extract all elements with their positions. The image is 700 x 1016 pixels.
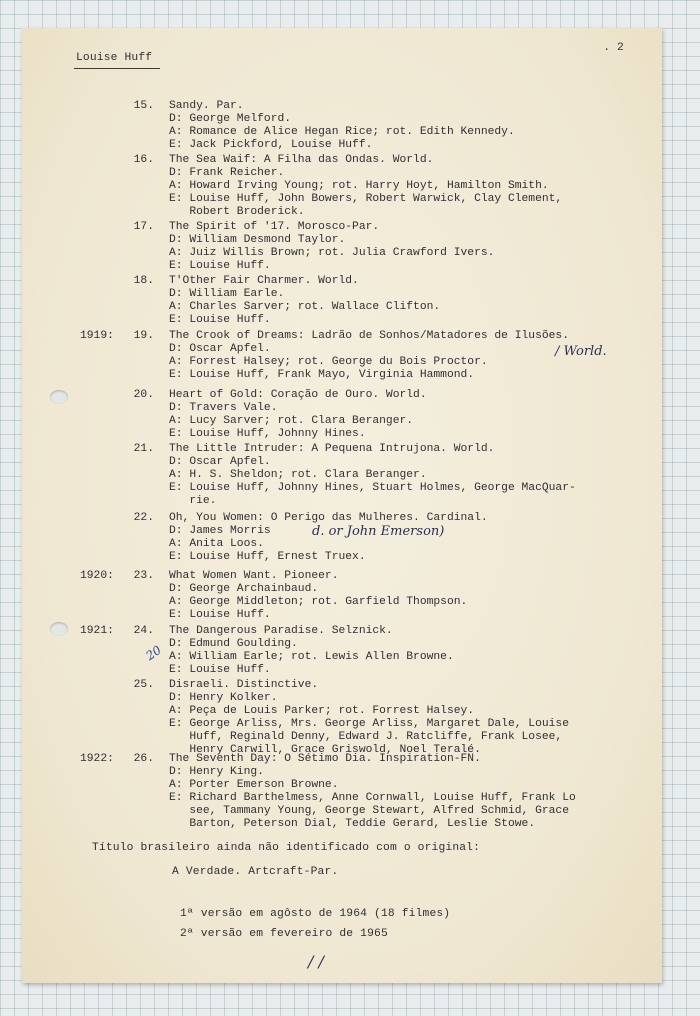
entry-credit-line: D: William Earle.	[169, 288, 285, 300]
entry-title: Disraeli. Distinctive.	[169, 679, 319, 691]
version-note-1: 1ª versão em agôsto de 1964 (18 filmes)	[180, 908, 451, 920]
entry-title: The Dangerous Paradise. Selznick.	[169, 625, 393, 637]
entry-credit-line: D: Frank Reicher.	[169, 167, 285, 179]
entry-credit-line: rie.	[169, 495, 217, 507]
handwritten-director-note: d. or John Emerson)	[312, 524, 445, 539]
entry-credit-line: D: George Archainbaud.	[169, 583, 319, 595]
entry-title: Oh, You Women: O Perigo das Mulheres. Cardinal.	[169, 512, 488, 524]
entry-credit-line: Barton, Peterson Dial, Teddie Gerard, Leslie Stowe.	[169, 818, 536, 830]
entry-credit-line: D: James Morris	[169, 525, 271, 537]
header-underline	[74, 68, 160, 69]
document-page	[22, 28, 662, 983]
entry-number: 16.	[133, 154, 154, 166]
entry-credit-line: A: Porter Emerson Browne.	[169, 779, 339, 791]
entry-credit-line: E: Louise Huff, Ernest Truex.	[169, 551, 366, 563]
entry-title: The Seventh Day: O Sétimo Dia. Inspiration-FN.	[169, 753, 481, 765]
entry-number: 25.	[133, 679, 154, 691]
entry-credit-line: A: George Middleton; rot. Garfield Thompson.	[169, 596, 468, 608]
entry-credit-line: D: Henry Kolker.	[169, 692, 278, 704]
entry-year: 1921:	[80, 625, 114, 637]
entry-number: 26.	[133, 753, 154, 765]
entry-number: 23.	[133, 570, 154, 582]
entry-credit-line: E: Louise Huff.	[169, 260, 271, 272]
unidentified-title-heading: Título brasileiro ainda não identificado com o original:	[92, 842, 481, 854]
entry-credit-line: E: George Arliss, Mrs. George Arliss, Margaret Dale, Louise	[169, 718, 569, 730]
unidentified-title: A Verdade. Artcraft-Par.	[172, 866, 339, 878]
entry-credit-line: A: Juiz Willis Brown; rot. Julia Crawford Ivers.	[169, 247, 495, 259]
entry-credit-line: Huff, Reginald Denny, Edward J. Ratcliffe, Frank Losee,	[169, 731, 563, 743]
entry-credit-line: A: Howard Irving Young; rot. Harry Hoyt, Hamilton Smith.	[169, 180, 549, 192]
entry-title: What Women Want. Pioneer.	[169, 570, 339, 582]
end-mark: / /	[308, 952, 324, 971]
entry-credit-line: E: Richard Barthelmess, Anne Cornwall, Louise Huff, Frank Lo	[169, 792, 576, 804]
entry-credit-line: E: Louise Huff.	[169, 314, 271, 326]
entry-credit-line: E: Louise Huff, John Bowers, Robert Warwick, Clay Clement,	[169, 193, 563, 205]
entry-title: The Spirit of '17. Morosco-Par.	[169, 221, 380, 233]
entry-credit-line: D: Travers Vale.	[169, 402, 278, 414]
entry-credit-line: E: Louise Huff, Johnny Hines.	[169, 428, 366, 440]
entry-credit-line: D: Oscar Apfel.	[169, 343, 271, 355]
entry-number: 18.	[133, 275, 154, 287]
entry-credit-line: A: William Earle; rot. Lewis Allen Browne.	[169, 651, 454, 663]
entry-number: 17.	[133, 221, 154, 233]
page-number: . 2	[603, 42, 624, 54]
entry-title: T'Other Fair Charmer. World.	[169, 275, 359, 287]
entry-title: The Little Intruder: A Pequena Intrujona. World.	[169, 443, 495, 455]
punch-hole	[50, 622, 68, 636]
handwritten-margin-number: 20	[143, 642, 164, 664]
entry-credit-line: Henry Carwill, Grace Griswold, Noel Teralé.	[169, 744, 481, 756]
version-note-2: 2ª versão em fevereiro de 1965	[180, 928, 388, 940]
handwritten-world-note: / World.	[555, 344, 607, 359]
entry-credit-line: A: Forrest Halsey; rot. George du Bois Proctor.	[169, 356, 488, 368]
entry-credit-line: E: Louise Huff.	[169, 664, 271, 676]
entry-credit-line: E: Louise Huff, Frank Mayo, Virginia Hammond.	[169, 369, 475, 381]
entry-number: 21.	[133, 443, 154, 455]
entry-number: 15.	[133, 100, 154, 112]
entry-credit-line: A: Romance de Alice Hegan Rice; rot. Edith Kennedy.	[169, 126, 515, 138]
entry-year: 1919:	[80, 330, 114, 342]
entry-credit-line: A: Anita Loos.	[169, 538, 264, 550]
entry-title: Heart of Gold: Coração de Ouro. World.	[169, 389, 427, 401]
entry-number: 22.	[133, 512, 154, 524]
entry-credit-line: E: Louise Huff.	[169, 609, 271, 621]
entry-year: 1920:	[80, 570, 114, 582]
entry-credit-line: D: William Desmond Taylor.	[169, 234, 346, 246]
entry-number: 19.	[133, 330, 154, 342]
entry-credit-line: E: Jack Pickford, Louise Huff.	[169, 139, 373, 151]
entry-credit-line: D: Edmund Goulding.	[169, 638, 298, 650]
entry-credit-line: A: Lucy Sarver; rot. Clara Beranger.	[169, 415, 414, 427]
entry-credit-line: A: Peça de Louis Parker; rot. Forrest Halsey.	[169, 705, 475, 717]
entry-year: 1922:	[80, 753, 114, 765]
entry-credit-line: see, Tammany Young, George Stewart, Alfred Schmid, Grace	[169, 805, 569, 817]
punch-hole	[50, 390, 68, 404]
entry-number: 20.	[133, 389, 154, 401]
entry-number: 24.	[133, 625, 154, 637]
entry-title: The Crook of Dreams: Ladrão de Sonhos/Matadores de Ilusões.	[169, 330, 569, 342]
entry-title: Sandy. Par.	[169, 100, 244, 112]
entry-credit-line: D: Henry King.	[169, 766, 264, 778]
entry-credit-line: D: Oscar Apfel.	[169, 456, 271, 468]
entry-credit-line: D: George Melford.	[169, 113, 292, 125]
entry-credit-line: A: Charles Sarver; rot. Wallace Clifton.	[169, 301, 441, 313]
entry-title: The Sea Waif: A Filha das Ondas. World.	[169, 154, 434, 166]
entry-credit-line: Robert Broderick.	[169, 206, 305, 218]
document-header-name: Louise Huff	[76, 52, 153, 64]
entry-credit-line: A: H. S. Sheldon; rot. Clara Beranger.	[169, 469, 427, 481]
entry-credit-line: E: Louise Huff, Johnny Hines, Stuart Holmes, George MacQuar-	[169, 482, 576, 494]
